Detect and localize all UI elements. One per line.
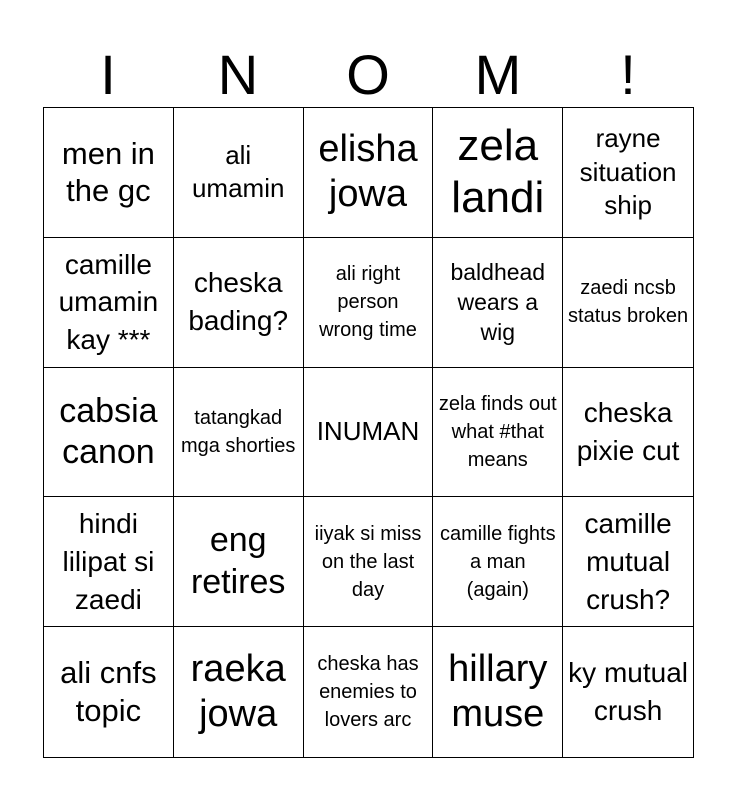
cell-text: cabsia canon [59,391,158,471]
cell-text: cheska has enemies to lovers arc [317,653,419,732]
bingo-cell-r4c1[interactable] [44,497,174,627]
cell-text: ali cnfs topic [60,655,157,729]
cell-text: zela finds out what #that means [438,392,557,471]
bingo-cell-r1c1[interactable] [44,108,174,238]
cell-text: baldhead wears a wig [450,258,546,346]
bingo-cell-r4c4[interactable] [433,497,563,627]
bingo-cell-r1c3[interactable] [304,108,434,238]
title-letter-2: N [217,43,259,106]
bingo-cell-r3c4[interactable] [433,368,563,498]
bingo-title [43,40,693,110]
cell-text: iiyak si miss on the last day [314,522,422,601]
bingo-cell-r3c2[interactable] [174,368,304,498]
cell-text: tatangkad mga shorties [180,406,296,457]
cell-text: hindi lilipat si zaedi [62,508,155,615]
cell-text: ali right person wrong time [319,263,417,342]
cell-text: cheska bading? [188,267,289,337]
cell-text: ali umamin [191,139,285,204]
bingo-cell-r3c1[interactable] [44,368,174,498]
cell-text: zaedi ncsb status broken [568,277,689,328]
bingo-cell-r2c5[interactable] [563,238,693,368]
title-letter-4: M [474,43,522,106]
cell-text: rayne situation ship [579,122,677,221]
cell-text: raeka jowa [190,647,286,736]
cell-text: camille fights a man (again) [439,522,556,601]
cell-text: INUMAN [316,416,420,447]
bingo-cell-r2c4[interactable] [433,238,563,368]
title-letter-3: O [346,43,390,106]
bingo-cell-r3c5[interactable] [563,368,693,498]
bingo-cell-r3c3[interactable] [304,368,434,498]
cell-text: elisha jowa [318,127,418,216]
bingo-cell-r5c2[interactable] [174,627,304,757]
bingo-cell-r4c5[interactable] [563,497,693,627]
cell-text: hillary muse [448,647,548,736]
bingo-cell-r5c4[interactable] [433,627,563,757]
cell-text: men in the gc [61,135,155,209]
title-letter-5: ! [620,43,636,106]
cell-text: camille mutual crush? [584,508,672,615]
bingo-cell-r2c1[interactable] [44,238,174,368]
bingo-cell-r2c2[interactable] [174,238,304,368]
bingo-cell-r1c5[interactable] [563,108,693,238]
cell-text: zela landi [451,120,545,223]
bingo-cell-r2c3[interactable] [304,238,434,368]
bingo-cell-r5c3[interactable] [304,627,434,757]
bingo-board [43,107,694,758]
cell-text: camille umamin kay *** [58,248,159,356]
bingo-cell-r4c3[interactable] [304,497,434,627]
bingo-cell-r5c1[interactable] [44,627,174,757]
bingo-cell-r1c4[interactable] [433,108,563,238]
bingo-cell-r5c5[interactable] [563,627,693,757]
cell-text: ky mutual crush [568,657,688,727]
cell-text: cheska pixie cut [576,397,680,466]
bingo-cell-r1c2[interactable] [174,108,304,238]
title-letter-1: I [100,43,116,106]
bingo-cell-r4c2[interactable] [174,497,304,627]
cell-text: eng retires [190,521,286,601]
